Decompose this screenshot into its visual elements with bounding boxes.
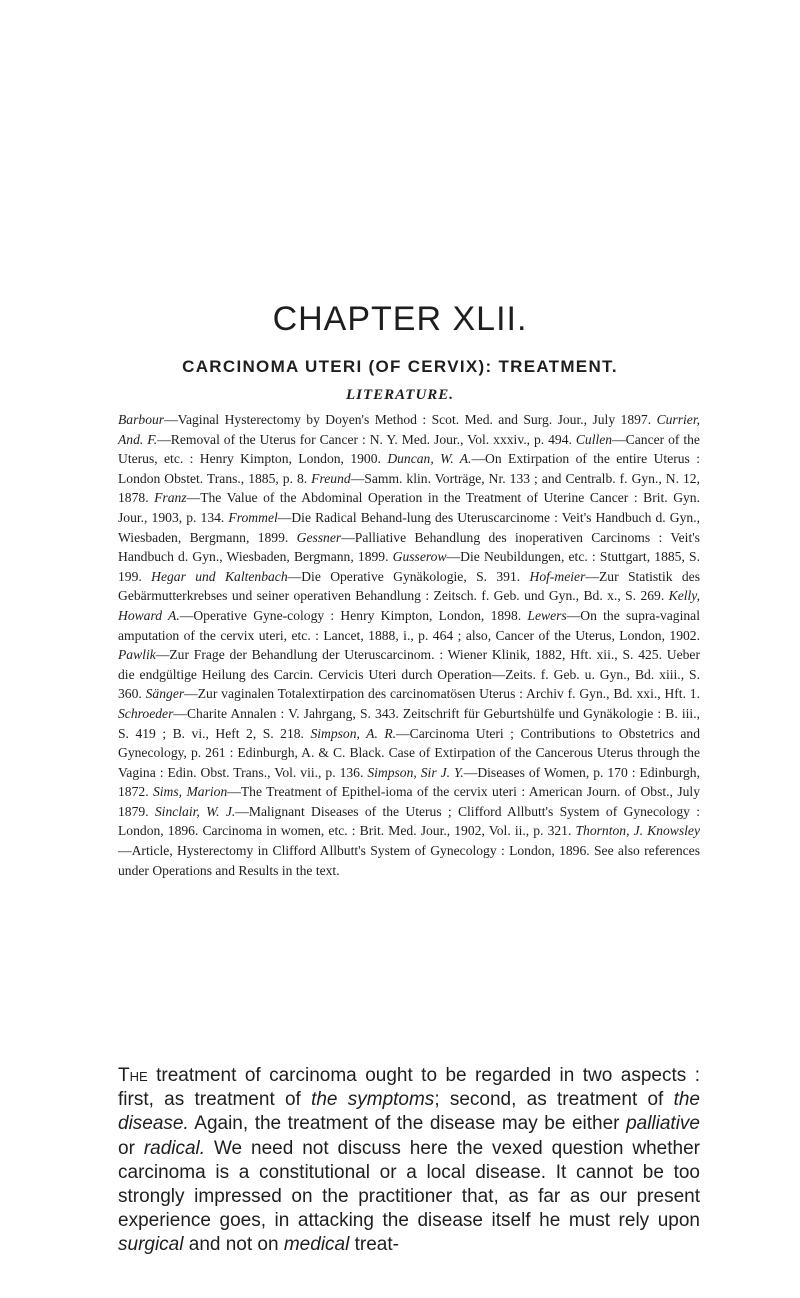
section-title: CARCINOMA UTERI (OF CERVIX): TREATMENT. (182, 357, 618, 376)
literature-entry: Cullen—Cancer of the Uterus, etc. : Henry Kimpton, London, 1900. (118, 431, 700, 467)
literature-author: Simpson, Sir J. Y. (367, 764, 464, 780)
literature-author: Sinclair, W. J. (154, 803, 236, 819)
literature-entry: Sinclair, W. J.—Malignant Diseases of the Uterus ; Clifford Allbutt's System of Gynecology : London, 1896. Carcinoma in women, etc. : Brit. Med. Jour., 1902, Vol. ii., p. 321. (118, 803, 700, 839)
literature-author: Gessner (296, 529, 342, 545)
literature-author: Duncan, W. A. (387, 451, 472, 467)
literature-author: Lewers (527, 607, 567, 623)
literature-entry: Thornton, J. Knowsley—Article, Hysterectomy in Clifford Allbutt's System of Gynecology : London, 1896. See also references under Operations and Results in the text. (118, 823, 700, 878)
literature-list (118, 410, 700, 880)
literature-author: Hof-meier (529, 568, 586, 584)
literature-entry: Duncan, W. A.—On Extirpation of the entire Uterus : London Obstet. Trans., 1885, p. 8. (118, 451, 700, 486)
literature-entry: Franz—The Value of the Abdominal Operation in the Treatment of Uterine Cancer : Brit. Gyn. Jour., 1903, p. 134. (118, 490, 701, 525)
literature-author: Currier, And. F. (118, 412, 700, 447)
emphasis: the disease. (118, 1089, 700, 1135)
chapter-title: CHAPTER XLII. (272, 300, 528, 338)
literature-author: Kelly, Howard A. (118, 588, 700, 623)
literature-entry: Hof-meier—Zur Statistik des Gebärmutterkrebses und seiner operativen Behandlung : Zeitsch. f. Geb. und Gyn., Bd. x., S. 269. (118, 568, 700, 604)
literature-entry: Pawlik—Zur Frage der Behandlung der Uteruscarcinom. : Wiener Klinik, 1882, Hft. xii., S. 425. Ueber die endgültige Heilung des Carcin. Cervicis Uteri durch Operation—Zeits. f. Geb. u. Gyn., Bd. xiii., S. 360. (118, 647, 700, 702)
literature-entry: Frommel—Die Radical Behand-lung des Uteruscarcinome : Veit's Handbuch d. Gyn., Wiesbaden, Bergmann, 1899. (118, 509, 700, 545)
literature-entry: Gusserow—Die Neubildungen, etc. : Stuttgart, 1885, S. 199. (118, 549, 700, 584)
literature-entry: Sims, Marion—The Treatment of Epithel-ioma of the cervix uteri : American Journ. of Obst., July 1879. (118, 784, 701, 819)
literature-author: Freund (311, 470, 351, 486)
literature-entry: Sänger—Zur vaginalen Totalextirpation des carcinomatösen Uterus : Archiv f. Gyn., Bd. xxi., Hft. 1. (145, 686, 701, 702)
literature-entry: Barbour—Vaginal Hysterectomy by Doyen's Method : Scot. Med. and Surg. Jour., July 1897. (118, 412, 657, 427)
literature-author: Pawlik (118, 647, 156, 663)
emphasis: the symptoms (311, 1089, 435, 1111)
literature-author: Sänger (145, 686, 185, 702)
literature-author: Simpson, A. R. (310, 725, 397, 741)
literature-author: Thornton, J. Knowsley (575, 823, 700, 839)
literature-heading: LITERATURE. (345, 387, 455, 403)
literature-author: Cullen (575, 431, 613, 447)
literature-author: Franz (154, 490, 187, 506)
literature-entry: Simpson, A. R.—Carcinoma Uteri ; Contributions to Obstetrics and Gynecology, p. 261 : Edinburgh, A. & C. Black. Case of Extirpation of the Cancerous Uterus through the Vagina : Edin. Obst. Trans., Vol. vii., p. 136. (118, 725, 700, 780)
emphasis: radical. (143, 1137, 206, 1159)
literature-author: Frommel (228, 509, 278, 525)
literature-entry: Kelly, Howard A.—Operative Gyne-cology : Henry Kimpton, London, 1898. (118, 588, 700, 623)
emphasis: surgical (118, 1234, 184, 1256)
literature-entry: Freund—Samm. klin. Vorträge, Nr. 133 ; and Centralb. f. Gyn., N. 12, 1878. (118, 470, 700, 506)
literature-author: Sims, Marion (152, 784, 228, 800)
emphasis: medical (283, 1234, 350, 1256)
body-paragraph: The treatment of carcinoma ought to be regarded in two aspects : first, as treatment of the symptoms; second, as treatment of the disease. Again, the treatment of the disease may be either palliative or radical. We need not discuss here the vexed question whether carcinoma is a constitutional or a local disease. It cannot be too strongly impressed on the practitioner that, as far as our present experience goes, in attacking the disease itself he must rely upon surgical and not on medical treat- (118, 1065, 700, 1256)
literature-author: Hegar und Kaltenbach (151, 568, 288, 584)
emphasis: palliative (626, 1113, 700, 1135)
literature-entry: Currier, And. F.—Removal of the Uterus for Cancer : N. Y. Med. Jour., Vol. xxxiv., p. 494. (118, 412, 700, 447)
literature-entry: Lewers—On the supra-vaginal amputation of the cervix uteri, etc. : Lancet, 1888, i., p. 464 ; also, Cancer of the Uterus, London, 1902. (118, 607, 700, 643)
literature-author: Gusserow (392, 549, 447, 565)
literature-author: Barbour (118, 412, 165, 427)
literature-entry: Schroeder—Charite Annalen : V. Jahrgang, S. 343. Zeitschrift für Geburtshülfe und Gynäkologie : B. iii., S. 419 ; B. vi., Heft 2, S. 218. (118, 705, 700, 741)
literature-entry: Gessner—Palliative Behandlung des inoperativen Carcinoms : Veit's Handbuch d. Gyn., Wiesbaden, Bergmann, 1899. (118, 529, 700, 565)
paragraph-lead-word: The (118, 1065, 148, 1086)
literature-author: Schroeder (118, 705, 174, 721)
literature-entry: Hegar und Kaltenbach—Die Operative Gynäkologie, S. 391. (151, 568, 530, 584)
literature-entry: Simpson, Sir J. Y.—Diseases of Women, p. 170 : Edinburgh, 1872. (118, 764, 701, 800)
